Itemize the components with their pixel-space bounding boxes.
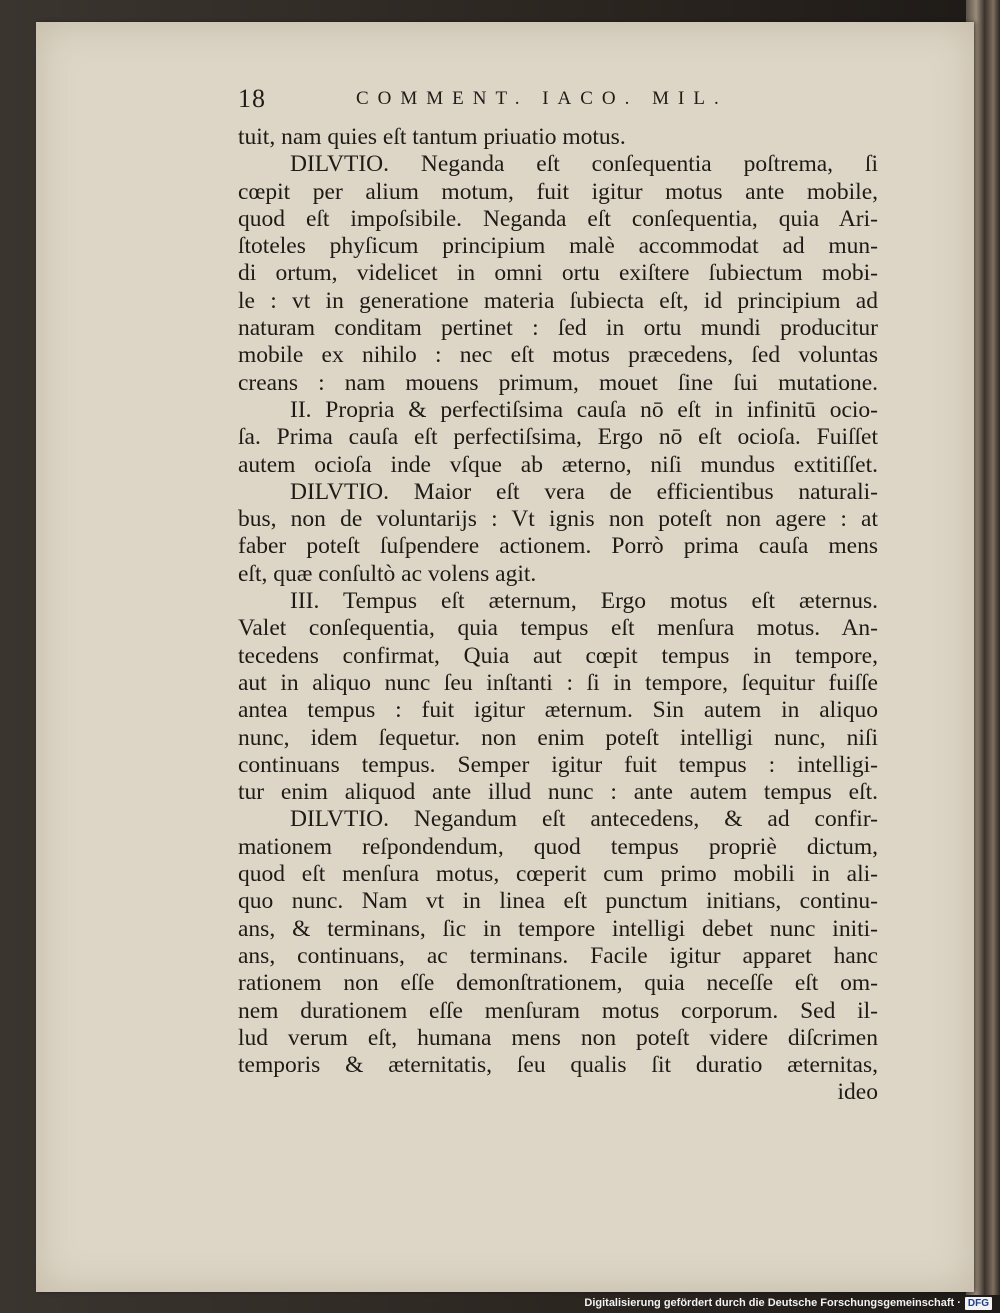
- text-line: mobile ex nihilo : nec eſt motus præcedens, ſed voluntas: [238, 342, 878, 369]
- text-line: ans, & terminans, ſic in tempore intelligi debet nunc initi-: [238, 915, 878, 942]
- text-line: DILVTIO. Maior eſt vera de efficientibus naturali-: [290, 478, 878, 505]
- text-line: autem ocioſa inde vſque ab æterno, niſi mundus extitiſſet.: [238, 451, 878, 478]
- text-line: cœpit per alium motum, fuit igitur motus ante mobile,: [238, 178, 878, 205]
- text-line: aut in aliquo nunc ſeu inſtanti : ſi in tempore, ſequitur fuiſſe: [238, 669, 878, 696]
- text-line: lud verum eſt, humana mens non poteſt videre diſcrimen: [238, 1024, 878, 1051]
- text-line: tur enim aliquod ante illud nunc : ante autem tempus eſt.: [238, 779, 878, 806]
- dfg-logo-icon: DFG: [965, 1297, 992, 1310]
- text-line: quod eſt impoſsibile. Neganda eſt conſequentia, quia Ari-: [238, 205, 878, 232]
- text-line: rationem non eſſe demonſtrationem, quia neceſſe eſt om-: [238, 970, 878, 997]
- text-line: di ortum, videlicet in omni ortu exiſtere ſubiectum mobi-: [238, 260, 878, 287]
- text-line: DILVTIO. Negandum eſt antecedens, & ad confir-: [290, 806, 878, 833]
- credit-text: Digitalisierung gefördert durch die Deutsche Forschungsgemeinschaft ·: [584, 1297, 961, 1309]
- text-line: quod eſt menſura motus, cœperit cum primo mobili in ali-: [238, 861, 878, 888]
- text-line: temporis & æternitatis, ſeu qualis ſit duratio æternitas,: [238, 1052, 878, 1079]
- text-line: III. Tempus eſt æternum, Ergo motus eſt æternus.: [290, 588, 878, 615]
- text-line: le : vt in generatione materia ſubiecta eſt, id principium ad: [238, 287, 878, 314]
- text-line: ſtoteles phyſicum principium malè accommodat ad mun-: [238, 233, 878, 260]
- text-line: ans, continuans, ac terminans. Facile igitur apparet hanc: [238, 942, 878, 969]
- text-line: antea tempus : fuit igitur æternum. Sin autem in aliquo: [238, 697, 878, 724]
- page-header: [238, 84, 778, 118]
- catchword: ideo: [837, 1079, 878, 1106]
- text-line: continuans tempus. Semper igitur fuit tempus : intelligi-: [238, 751, 878, 778]
- text-line: II. Propria & perfectiſsima cauſa nō eſt in infinitū ocio-: [290, 396, 878, 423]
- text-line: naturam conditam pertinet : ſed in ortu mundi producitur: [238, 315, 878, 342]
- text-line: mationem reſpondendum, quod tempus propriè dictum,: [238, 833, 878, 860]
- text-line: ſa. Prima cauſa eſt perfectiſsima, Ergo nō eſt ocioſa. Fuiſſet: [238, 424, 878, 451]
- text-line: tuit, nam quies eſt tantum priuatio motus.: [238, 124, 626, 150]
- text-line: faber poteſt ſuſpendere actionem. Porrò prima cauſa mens: [238, 533, 878, 560]
- text-line: tecedens confirmat, Quia aut cœpit tempus in tempore,: [238, 642, 878, 669]
- text-line: creans : nam mouens primum, mouet ſine ſui mutatione.: [238, 369, 878, 396]
- text-line: Valet conſequentia, quia tempus eſt menſura motus. An-: [238, 615, 878, 642]
- text-line: quo nunc. Nam vt in linea eſt punctum initians, continu-: [238, 888, 878, 915]
- text-line: nem durationem eſſe menſuram motus corporum. Sed il-: [238, 997, 878, 1024]
- text-line: bus, non de voluntarijs : Vt ignis non poteſt non agere : at: [238, 506, 878, 533]
- body-text: [238, 124, 878, 1107]
- digitization-credit: [584, 1296, 992, 1310]
- text-line: eſt, quæ conſultò ac volens agit.: [238, 560, 537, 587]
- page-number: 18: [238, 84, 266, 113]
- running-title: COMMENT. IACO. MIL.: [356, 88, 728, 109]
- text-line: DILVTIO. Neganda eſt conſequentia poſtrema, ſi: [290, 151, 878, 178]
- text-line: nunc, idem ſequetur. non enim poteſt intelligi nunc, niſi: [238, 724, 878, 751]
